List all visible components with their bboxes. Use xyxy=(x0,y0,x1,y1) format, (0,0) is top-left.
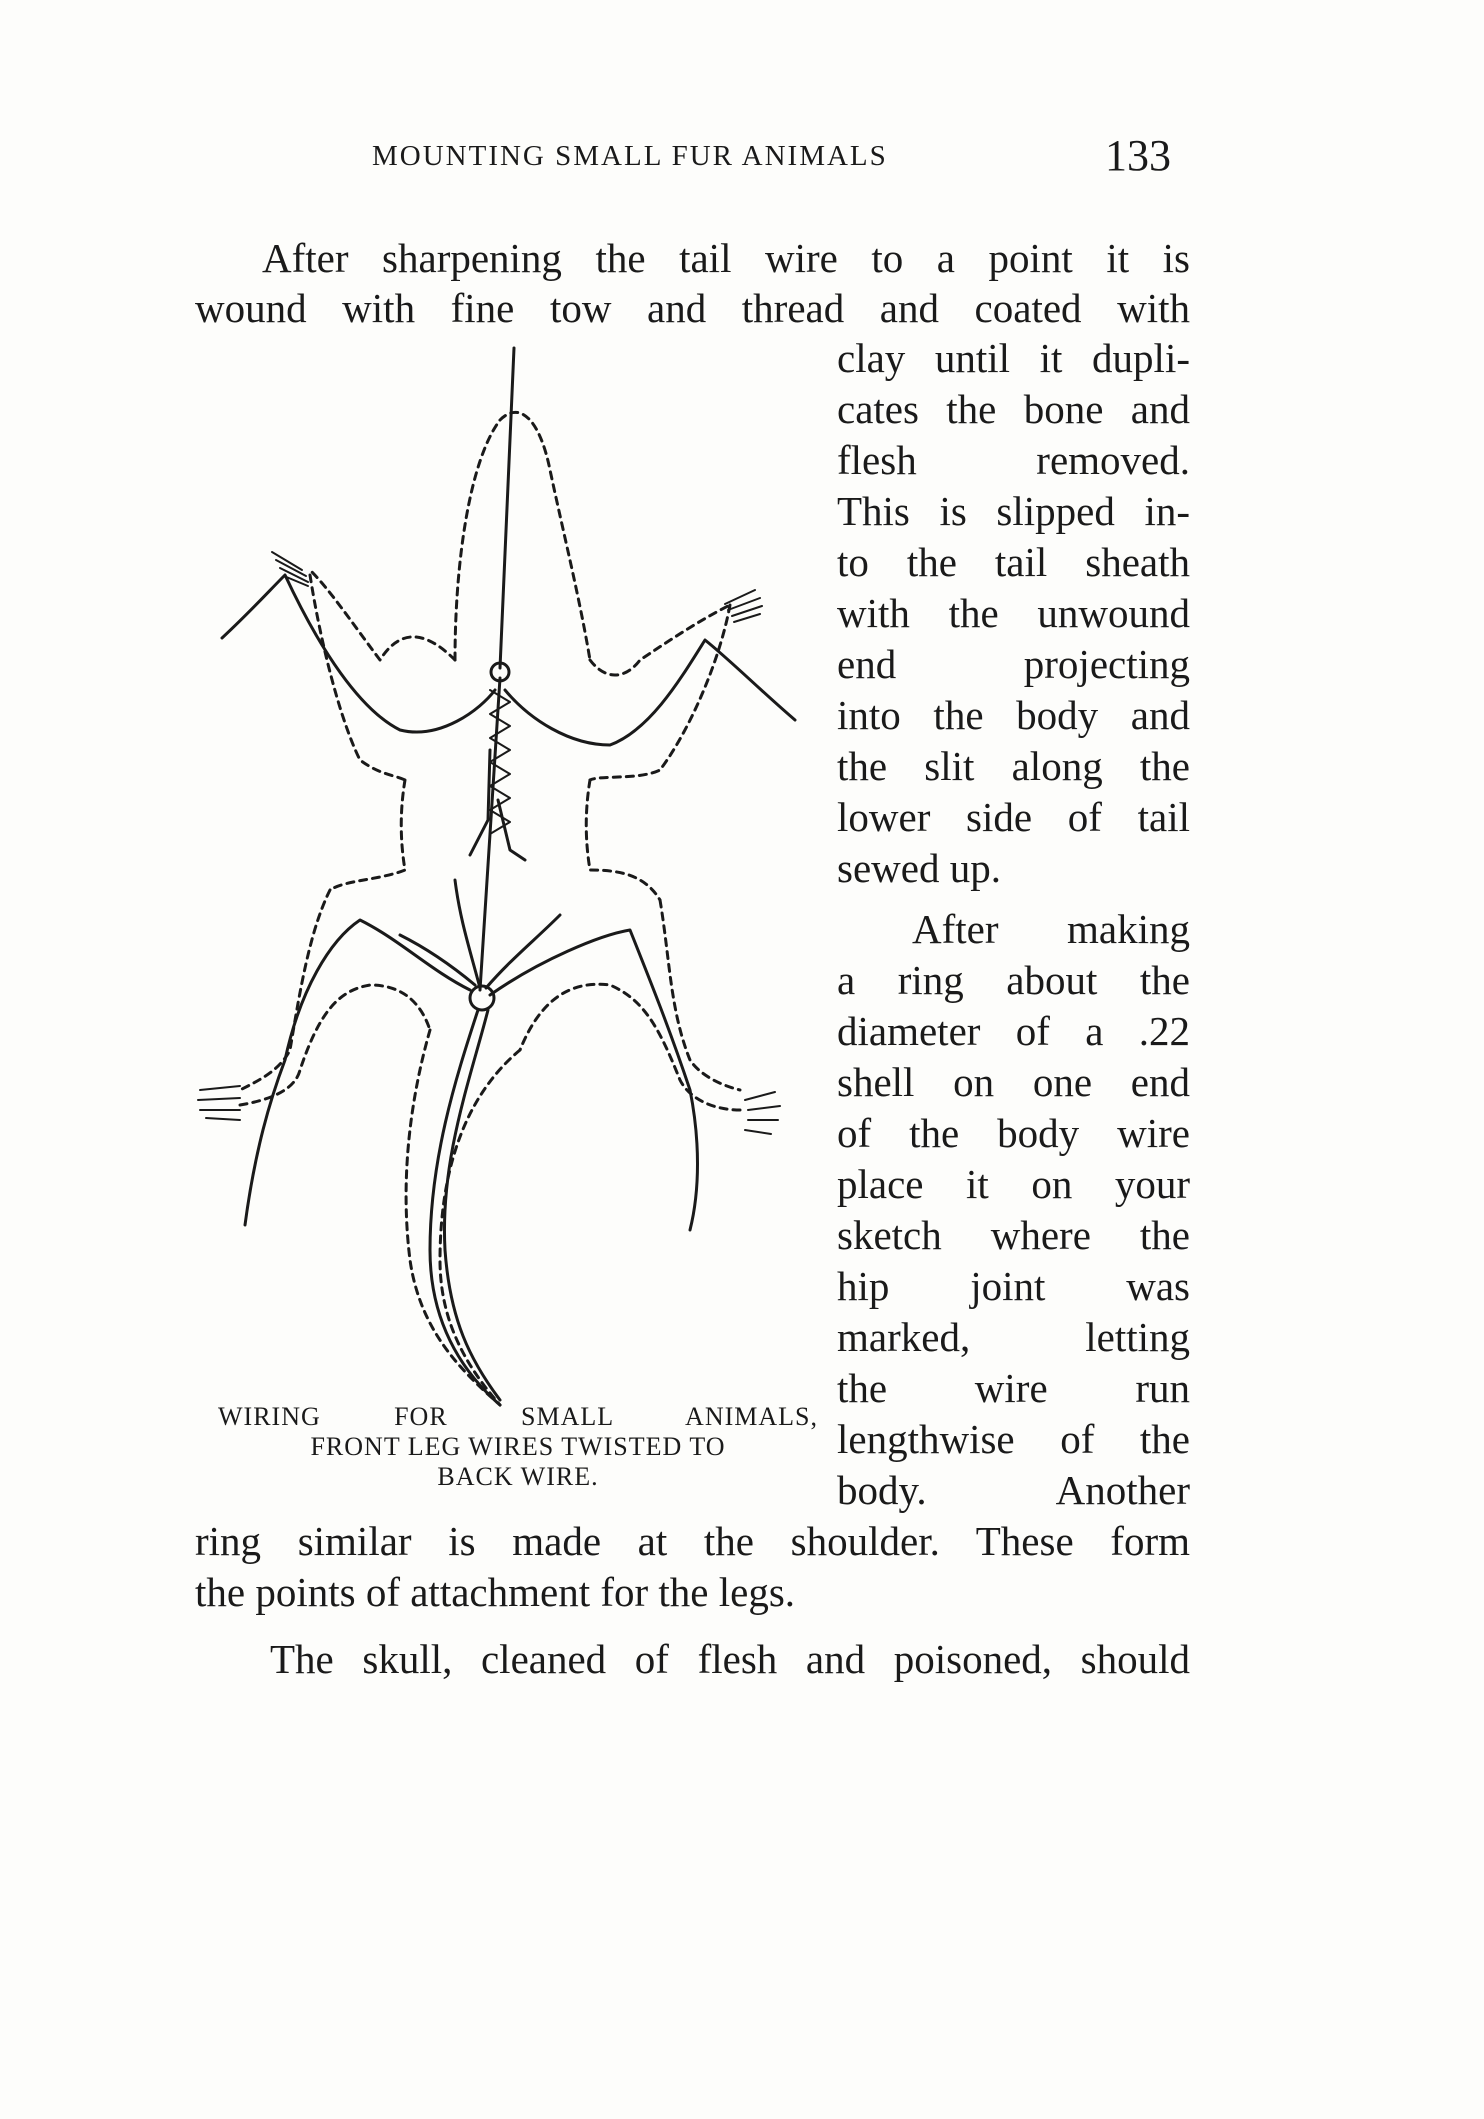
text-line: with the unwound xyxy=(837,590,1190,636)
figure-caption-line: WIRING FOR SMALL ANIMALS, xyxy=(218,1402,818,1431)
body-left-outline xyxy=(330,780,405,890)
text-line: clay until it dupli- xyxy=(837,335,1190,381)
text-line: body. Another xyxy=(837,1467,1190,1513)
text-line: place it on your xyxy=(837,1161,1190,1207)
body-wire xyxy=(500,348,514,668)
text-line: into the body and xyxy=(837,692,1190,738)
left-front-leg-outline xyxy=(310,570,455,660)
figure-caption-line: FRONT LEG WIRES TWISTED TO xyxy=(310,1432,726,1461)
text-line: shell on one end xyxy=(837,1059,1190,1105)
text-line: end projecting xyxy=(837,641,1190,687)
text-line: flesh removed. xyxy=(837,437,1190,483)
tail-wire xyxy=(430,1010,500,1405)
text-line: a ring about the xyxy=(837,957,1190,1003)
page-number: 133 xyxy=(1105,131,1171,180)
text-line: the wire run xyxy=(837,1365,1190,1411)
text-line: hip joint was xyxy=(837,1263,1190,1309)
text-line: sketch where the xyxy=(837,1212,1190,1258)
text-line: to the tail sheath xyxy=(837,539,1190,585)
animal-outline xyxy=(240,412,740,1405)
hind-leg-wire-right xyxy=(490,930,698,1230)
right-front-leg-outline xyxy=(590,605,730,675)
text-line: ring similar is made at the shoulder. These form xyxy=(195,1518,1190,1564)
text-line: The skull, cleaned of flesh and poisoned, should xyxy=(270,1636,1190,1682)
text-line: sewed up. xyxy=(837,845,1001,891)
text-line: cates the bone and xyxy=(837,386,1190,432)
text-line: of the body wire xyxy=(837,1110,1190,1156)
front-leg-wire-right xyxy=(505,640,795,745)
text-line: marked, letting xyxy=(837,1314,1190,1360)
hip-ring xyxy=(470,986,494,1010)
text-line: diameter of a .22 xyxy=(837,1008,1190,1054)
text-line: This is slipped in- xyxy=(837,488,1190,534)
text-line: After sharpening the tail wire to a point it is xyxy=(262,235,1190,281)
wires xyxy=(222,348,795,1405)
text-line: After making xyxy=(912,906,1190,952)
text-line: wound with fine tow and thread and coated with xyxy=(195,285,1190,331)
figure-caption-line: BACK WIRE. xyxy=(437,1462,599,1491)
body-right-outline xyxy=(586,780,660,900)
text-line: the slit along the xyxy=(837,743,1190,789)
running-title: MOUNTING SMALL FUR ANIMALS xyxy=(372,140,888,172)
head-outline xyxy=(455,412,590,660)
text-line: lengthwise of the xyxy=(837,1416,1190,1462)
text-line: the points of attachment for the legs. xyxy=(195,1569,796,1615)
text-line: lower side of tail xyxy=(837,794,1190,840)
